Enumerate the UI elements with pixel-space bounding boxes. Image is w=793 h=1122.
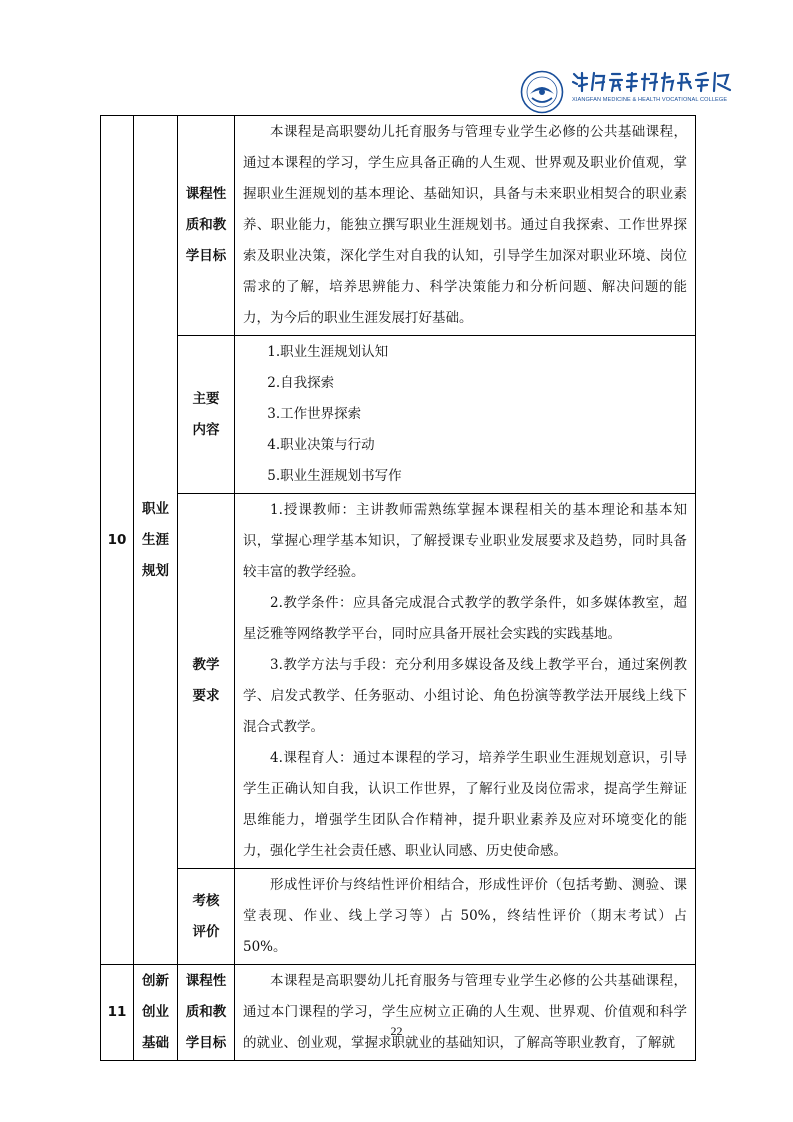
section-content — [235, 869, 696, 965]
page-number: 22 — [390, 1024, 403, 1038]
table-row — [101, 494, 696, 869]
course-name — [134, 116, 178, 965]
list-item: 2.自我探索 — [267, 375, 335, 391]
list-item: 3.工作世界探索 — [267, 406, 362, 422]
course-number: 11 — [101, 965, 134, 1061]
section-content — [235, 336, 696, 494]
section-content — [235, 494, 696, 869]
section-content — [235, 965, 696, 1061]
course-name — [134, 965, 178, 1061]
course-number: 10 — [101, 116, 134, 965]
college-emblem-icon — [520, 70, 564, 114]
college-header — [520, 70, 735, 114]
college-name-en: XIANGFAN MEDICINE & HEALTH VOCATIONAL COLLEGE — [572, 97, 728, 103]
content-paragraph: 形成性评价与终结性评价相结合，形成性评价（包括考勤、测验、课堂表现、作业、线上学习等）占 50%，终结性评价（期末考试）占 50%。 — [243, 877, 687, 955]
table-row — [101, 965, 696, 1061]
content-paragraph: 本课程是高职婴幼儿托育服务与管理专业学生必修的公共基础课程，通过本课程的学习，学生应具备正确的人生观、世界观及职业价值观，掌握职业生涯规划的基本理论、基础知识，具备与未来职业相契合的职业素养、职业能力，能独立撰写职业生涯规划书。通过自我探索、工作世界探索及职业决策，深化学生对自我的认知，引导学生加深对职业环境、岗位需求的了解，培养思辨能力、科学决策能力和分析问题、解决问题的能力，为今后的职业生涯发展打好基础。 — [243, 124, 687, 326]
section-label-text: 考核评价 — [192, 892, 220, 940]
content-paragraph: 本课程是高职婴幼儿托育服务与管理专业学生必修的公共基础课程，通过本门课程的学习，学生应树立正确的人生观、世界观、价值观和科学的就业、创业观，掌握求职就业的基础知识，了解高等职业教育，了解就 — [243, 973, 687, 1051]
section-label — [178, 116, 235, 336]
course-name-text: 创新创业基础 — [142, 973, 169, 1051]
list-item: 1.职业生涯规划认知 — [267, 344, 389, 360]
list-item: 5.职业生涯规划书写作 — [267, 468, 402, 484]
content-paragraph: 1.授课教师：主讲教师需熟练掌握本课程相关的基本理论和基本知识，掌握心理学基本知识，了解授课专业职业发展要求及趋势，同时具备较丰富的教学经验。 — [243, 502, 687, 580]
section-label — [178, 494, 235, 869]
section-label — [178, 965, 235, 1061]
section-label-text: 教学要求 — [192, 657, 220, 704]
curriculum-table — [100, 115, 696, 1061]
section-label-text: 课程性质和教学目标 — [185, 973, 227, 1051]
course-name-text: 职业生涯规划 — [142, 500, 169, 579]
college-name-calligraphy — [570, 70, 735, 94]
section-label-text: 主要内容 — [192, 390, 220, 438]
content-paragraph: 2.教学条件：应具备完成混合式教学的教学条件，如多媒体教室，超星泛雅等网络教学平台，同时应具备开展社会实践的实践基地。 — [243, 595, 687, 642]
list-item: 4.职业决策与行动 — [267, 437, 375, 453]
section-label — [178, 869, 235, 965]
section-label-text: 课程性质和教学目标 — [185, 186, 227, 264]
table-row — [101, 336, 696, 494]
content-paragraph: 3.教学方法与手段：充分利用多媒设备及线上教学平台，通过案例教学、启发式教学、任务驱动、小组讨论、角色扮演等教学法开展线上线下混合式教学。 — [243, 657, 687, 735]
section-label — [178, 336, 235, 494]
table-row — [101, 116, 696, 336]
table-row — [101, 869, 696, 965]
section-content — [235, 116, 696, 336]
content-paragraph: 4.课程育人：通过本课程的学习，培养学生职业生涯规划意识，引导学生正确认知自我，认识工作世界，了解行业及岗位需求，提高学生辩证思维能力，增强学生团队合作精神，提升职业素养及应对环境变化的能力，强化学生社会责任感、职业认同感、历史使命感。 — [243, 750, 687, 859]
